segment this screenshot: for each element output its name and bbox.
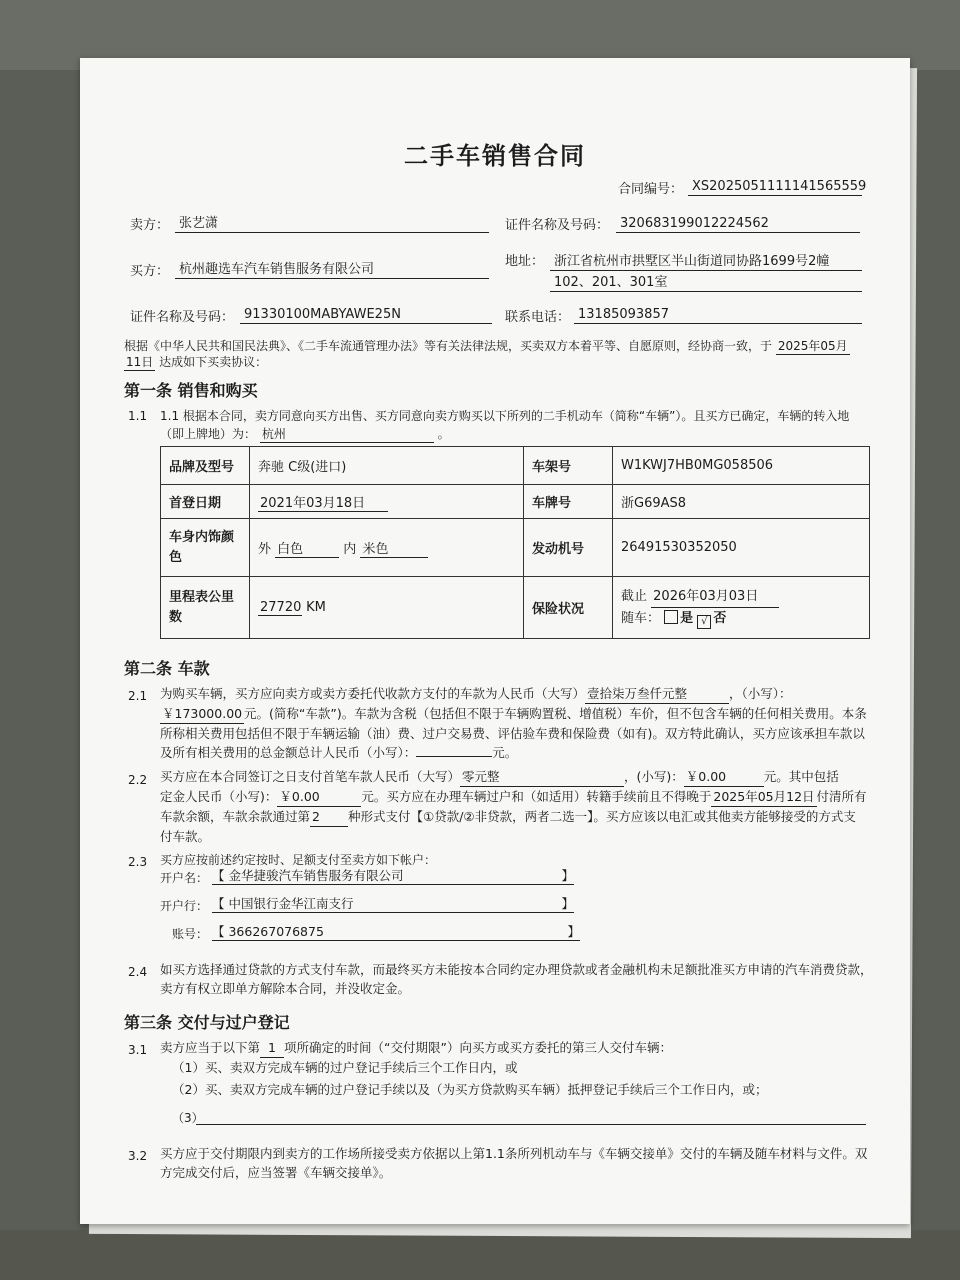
- address-line-1: 浙江省杭州市拱墅区半山街道同协路1699号2幢: [550, 254, 862, 271]
- intro-date-part2: 11日: [126, 355, 154, 369]
- mileage-label: 里程表公里数: [161, 577, 250, 639]
- clause-3-1-option-2: （2）买、卖双方完成车辆的过户登记手续以及（为买方贷款购买车辆）抵押登记手续后三个工作日内，或；: [172, 1082, 768, 1097]
- clause-3-2: [160, 1144, 880, 1182]
- clause-2-1-text-d: 所称相关费用包括但不限于车辆运输（油）费、过户交易费、评估验车费和保险费（如有)。双方特此确认，买方应该承担车款以: [160, 726, 865, 741]
- plate-label: 车牌号: [524, 485, 613, 519]
- account-bank-value: 中国银行金华江南支行: [228, 896, 354, 911]
- clause-2-1-number: 2.1: [128, 689, 148, 703]
- phone-number: 13185093857: [574, 307, 862, 324]
- phone-label: 联系电话：: [505, 310, 571, 325]
- price-amount: ￥173000.00: [160, 704, 244, 724]
- mileage-value: 27720: [260, 599, 302, 615]
- table-row: [161, 447, 870, 485]
- clause-2-2-text-b: ，(小写)：: [624, 769, 684, 784]
- insurance-until-label: 截止: [621, 589, 648, 604]
- clause-3-1-text-a: 卖方应当于以下第: [160, 1040, 261, 1055]
- clause-1-1-text: 1.1 根据本合同，卖方同意向买方出售、买方同意向卖方购买以下所列的二手机动车（简称“车辆”）。且买方已确定，车辆的转入地: [160, 409, 850, 423]
- clause-2-4-text-b: 卖方有权立即单方解除本合同，并没收定金。: [160, 981, 411, 996]
- article-3-title: 第三条 交付与过户登记: [124, 1013, 290, 1032]
- mileage-unit: KM: [306, 599, 326, 615]
- final-payment-date: 2025年05月12日: [711, 787, 816, 807]
- vin-label: 车架号: [524, 447, 613, 485]
- clause-1-1-end: 。: [437, 427, 450, 441]
- insurance-until-date: 2026年03月03日: [651, 586, 779, 608]
- clause-2-2-text-h: 种形式支付【①贷款/②非贷款，两者二选一】。买方应该以电汇或其他卖方能够接受的方式支: [348, 809, 856, 824]
- insurance-cell: [613, 577, 870, 639]
- clause-2-2-text-a: 买方应在本合同签订之日支付首笔车款人民币（大写）: [160, 769, 461, 784]
- clause-2-2-line-1: [160, 767, 880, 787]
- address-label: 地址：: [505, 254, 545, 269]
- account-name-label: 开户名：: [160, 871, 209, 885]
- contract-no-label: 合同编号：: [618, 182, 684, 197]
- clause-1-1-number: 1.1: [128, 409, 148, 423]
- mileage-cell: [250, 577, 524, 639]
- no-label: 否: [713, 611, 727, 626]
- destination-city: 杭州: [260, 426, 434, 443]
- exterior-label: 外: [258, 541, 272, 557]
- clause-2-2-text-c: 元。其中包括: [763, 769, 839, 784]
- color-cell: [250, 519, 524, 577]
- brand-value: 奔驰 C级(进口): [250, 447, 524, 485]
- seller-name: 张艺潇: [175, 216, 489, 233]
- payment-method-number: 2: [310, 807, 348, 827]
- interior-color: 米色: [360, 538, 428, 558]
- clause-3-2-text-b: 方完成交付后，应当签署《车辆交接单》。: [160, 1165, 392, 1180]
- engine-value: 26491530352050: [613, 519, 870, 577]
- clause-2-2-line-2: [160, 787, 880, 807]
- clause-2-2: [160, 767, 880, 846]
- yes-label: 是: [680, 611, 694, 626]
- clause-2-1-text-c: 元。(简称“车款”)。车款为含税（包括但不限于车辆购置税、增值税）车价，但不包含车辆的任何相关费用。本条: [244, 706, 867, 721]
- account-number-value: 366267076875: [228, 924, 324, 939]
- clause-2-1-text-a: 为购买车辆，买方应向卖方或卖方委托代收款方支付的车款为人民币（大写）: [160, 686, 586, 701]
- article-2-title: 第二条 车款: [124, 659, 210, 678]
- intro-text: 根据《中华人民共和国民法典》、《二手车流通管理办法》等有关法律法规，买卖双方本着平等、自愿原则，经协商一致，于: [124, 339, 773, 353]
- contract-no-value: XS2025051111141565559: [688, 179, 862, 196]
- clause-2-4: [160, 960, 880, 998]
- clause-3-1-option-1: （1）买、卖双方完成车辆的过户登记手续后三个工作日内，或: [172, 1060, 518, 1075]
- seller-id-number: 320683199012224562: [616, 216, 860, 233]
- clause-3-2-text-a: 买方应于交付期限内到卖方的工作场所接受卖方依据以上第1.1条所列机动车与《车辆交接单》交付的车辆及随车材料与文件。双: [160, 1146, 868, 1161]
- clause-2-1-text-e: 及所有相关费用的总金额总计人民币（小写）：: [160, 745, 417, 760]
- clause-2-3-text: 买方应按前述约定按时、足额支付至卖方如下帐户：: [160, 853, 437, 867]
- intro-line-1: [124, 338, 850, 355]
- exterior-color: 白色: [275, 538, 339, 558]
- clause-3-1-line-1: [160, 1038, 880, 1058]
- clause-2-4-text-a: 如买方选择通过贷款的方式支付车款，而最终买方未能按本合同约定办理贷款或者金融机构未足额批准买方申请的汽车消费贷款，: [160, 962, 873, 977]
- clause-1-1-line-2: [160, 426, 450, 443]
- account-number-label: 账号：: [172, 927, 209, 941]
- account-bank: 【 中国银行金华江南支行 】: [212, 896, 574, 911]
- price-in-words: 壹拾柒万叁仟元整: [585, 684, 729, 704]
- buyer-name: 杭州趣选车汽车销售服务有限公司: [175, 262, 489, 279]
- account-name: 【 金华捷骏汽车销售服务有限公司 】: [212, 868, 574, 883]
- account-name-value: 金华捷骏汽车销售服务有限公司: [228, 868, 404, 883]
- intro-line-2: [124, 354, 267, 371]
- buyer-label: 买方：: [130, 264, 170, 279]
- first-payment-amount: ￥0.00: [684, 767, 764, 787]
- clause-2-1: [160, 684, 880, 762]
- with-car-label: 随车：: [621, 611, 661, 626]
- reg-date-value: 2021年03月18日: [258, 492, 388, 512]
- clause-2-1-line-4: [160, 743, 880, 762]
- document-title: 二手车销售合同: [404, 142, 586, 170]
- clause-2-1-line-1: [160, 684, 880, 704]
- address-line-2: 102、201、301室: [550, 275, 862, 292]
- account-bank-label: 开户行：: [160, 899, 209, 913]
- article-1-title: 第一条 销售和购买: [124, 381, 258, 400]
- seller-id-label: 证件名称及号码：: [505, 218, 610, 233]
- first-payment-words: 零元整: [460, 767, 624, 787]
- total-amount-blank: [416, 756, 492, 757]
- reg-date-label: 首登日期: [161, 485, 250, 519]
- clause-3-1-number: 3.1: [128, 1043, 148, 1057]
- engine-label: 发动机号: [524, 519, 613, 577]
- buyer-id-number: 91330100MABYAWE25N: [240, 307, 492, 324]
- clause-3-1-text-b: 项所确定的时间（“交付期限”）向买方或买方委托的第三人交付车辆：: [284, 1040, 672, 1055]
- bracket-close: 】: [567, 924, 580, 939]
- clause-3-2-number: 3.2: [128, 1149, 148, 1163]
- clause-2-1-line-2: [160, 704, 880, 724]
- table-row: [161, 519, 870, 577]
- brand-label: 品牌及型号: [161, 447, 250, 485]
- interior-label: 内: [343, 541, 357, 557]
- deposit-amount: ￥0.00: [277, 787, 361, 807]
- buyer-id-label: 证件名称及号码：: [130, 310, 235, 325]
- delivery-option-number: 1: [260, 1038, 284, 1058]
- account-number: 【 366267076875 】: [212, 924, 580, 939]
- seller-label: 卖方：: [130, 218, 170, 233]
- clause-2-4-number: 2.4: [128, 965, 148, 979]
- clause-2-2-number: 2.2: [128, 773, 148, 787]
- plate-value: 浙G69AS8: [613, 485, 870, 519]
- vin-value: W1KWJ7HB0MG058506: [613, 447, 870, 485]
- no-checkbox-checked[interactable]: √: [697, 615, 711, 629]
- yes-checkbox[interactable]: [664, 610, 678, 624]
- clause-2-2-text-i: 付车款。: [160, 829, 211, 844]
- bracket-close: 】: [561, 896, 574, 911]
- clause-2-2-text-e: 元。买方应在办理车辆过户和（如适用）转籍手续前且不得晚于: [361, 789, 712, 804]
- table-row: [161, 577, 870, 639]
- intro-text-2: 达成如下买卖协议：: [159, 355, 268, 369]
- clause-3-1: [160, 1038, 880, 1099]
- vehicle-info-table: [160, 446, 870, 639]
- clause-2-2-text-g: 车款余额，车款余款通过第: [160, 809, 311, 824]
- clause-2-2-line-3: [160, 807, 880, 827]
- insurance-label: 保险状况: [524, 577, 613, 639]
- color-label: 车身内饰颜色: [161, 519, 250, 577]
- clause-2-2-text-d: 定金人民币（小写)：: [160, 789, 278, 804]
- bracket-close: 】: [561, 868, 574, 883]
- clause-2-1-text-b: ，（小写）：: [729, 686, 792, 701]
- table-row: [161, 485, 870, 519]
- clause-3-1-option-3: （3）: [172, 1111, 204, 1125]
- contract-page: [80, 58, 910, 1224]
- clause-2-2-text-f: 付清所有: [816, 789, 867, 804]
- option-3-blank-line: [196, 1124, 866, 1125]
- intro-date-part1: 2025年05月: [777, 339, 848, 353]
- reg-date-cell: [250, 485, 524, 519]
- clause-1-1-text-2: （即上牌地）为：: [160, 427, 257, 441]
- clause-2-3-number: 2.3: [128, 855, 148, 869]
- clause-2-1-text-f: 元。: [492, 745, 518, 760]
